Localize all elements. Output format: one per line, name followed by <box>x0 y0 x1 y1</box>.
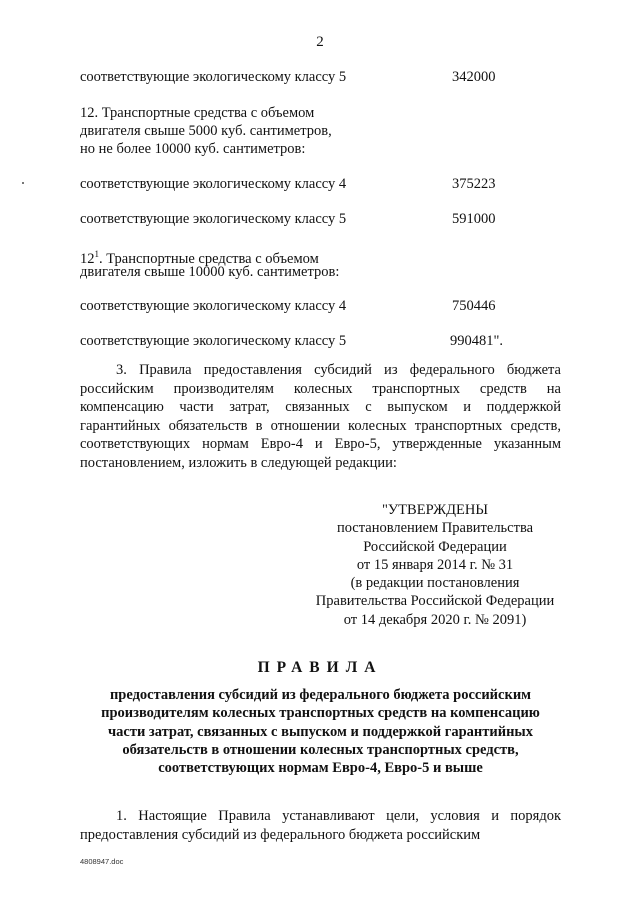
row-value: 750446 <box>452 298 496 314</box>
approval-line: от 14 декабря 2020 г. № 2091) <box>343 611 527 628</box>
subtitle-line: производителям колесных транспортных средств на компенсацию <box>101 705 540 722</box>
paragraph-3: 3. Правила предоставления субсидий из федерального бюджета российским производителям колесных транспортных средств на компенсацию части затрат, связанных с выпуском и поддержкой гарантийных обязательств в отношении колесных транспортных средств, соответствующих нормам Евро-4 и Евро-5, утвержденные указанным постановлением, изложить в следующей редакции: <box>80 362 561 471</box>
item-12-1-number: 12 <box>80 251 95 267</box>
row-label: соответствующие экологическому классу 4 <box>80 298 347 314</box>
approval-line: (в редакции постановления <box>350 575 520 592</box>
approval-block <box>290 501 580 629</box>
row-label: соответствующие экологическому классу 5 <box>80 69 347 85</box>
row-value: 591000 <box>452 211 496 227</box>
item-12-1-text: . Транспортные средства с объемом <box>99 251 319 267</box>
scan-speck <box>22 182 24 184</box>
item-12-line1: 12. Транспортные средства с объемом <box>80 105 315 121</box>
item-12-line2: двигателя свыше 5000 куб. сантиметров, <box>80 123 332 139</box>
subtitle-line: соответствующих нормам Евро-4, Евро-5 и выше <box>158 760 483 777</box>
row-label: соответствующие экологическому классу 4 <box>80 176 347 192</box>
subtitle-line: обязательств в отношении колесных транспортных средств, <box>122 741 519 758</box>
approval-line: Правительства Российской Федерации <box>315 593 555 610</box>
footer-file-code: 4808947.doc <box>80 857 124 866</box>
row-value: 990481". <box>450 333 504 349</box>
subtitle-line: предоставления субсидий из федерального бюджета российским <box>109 687 532 703</box>
row-label: соответствующие экологическому классу 5 <box>80 333 347 349</box>
row-value: 342000 <box>452 69 496 85</box>
row-label: соответствующие экологическому классу 5 <box>80 211 347 227</box>
approval-line: постановлением Правительства <box>336 520 534 537</box>
row-value: 375223 <box>452 176 496 192</box>
item-12-1-superscript: 1 <box>94 249 99 259</box>
approval-line: от 15 января 2014 г. № 31 <box>356 556 514 573</box>
subtitle-line: части затрат, связанных с выпуском и поддержкой гарантийных <box>107 723 534 740</box>
paragraph-1: 1. Настоящие Правила устанавливают цели, условия и порядок предоставления субсидий из федерального бюджета российским <box>80 808 561 843</box>
approval-line: "УТВЕРЖДЕНЫ <box>382 502 488 518</box>
item-12-line3: но не более 10000 куб. сантиметров: <box>80 141 306 157</box>
document-subtitle <box>80 686 561 777</box>
document-title: ПРАВИЛА <box>257 659 383 676</box>
approval-line: Российской Федерации <box>363 538 507 555</box>
item-12-1-line2: двигателя свыше 10000 куб. сантиметров: <box>80 264 340 280</box>
page-number: 2 <box>316 34 324 50</box>
